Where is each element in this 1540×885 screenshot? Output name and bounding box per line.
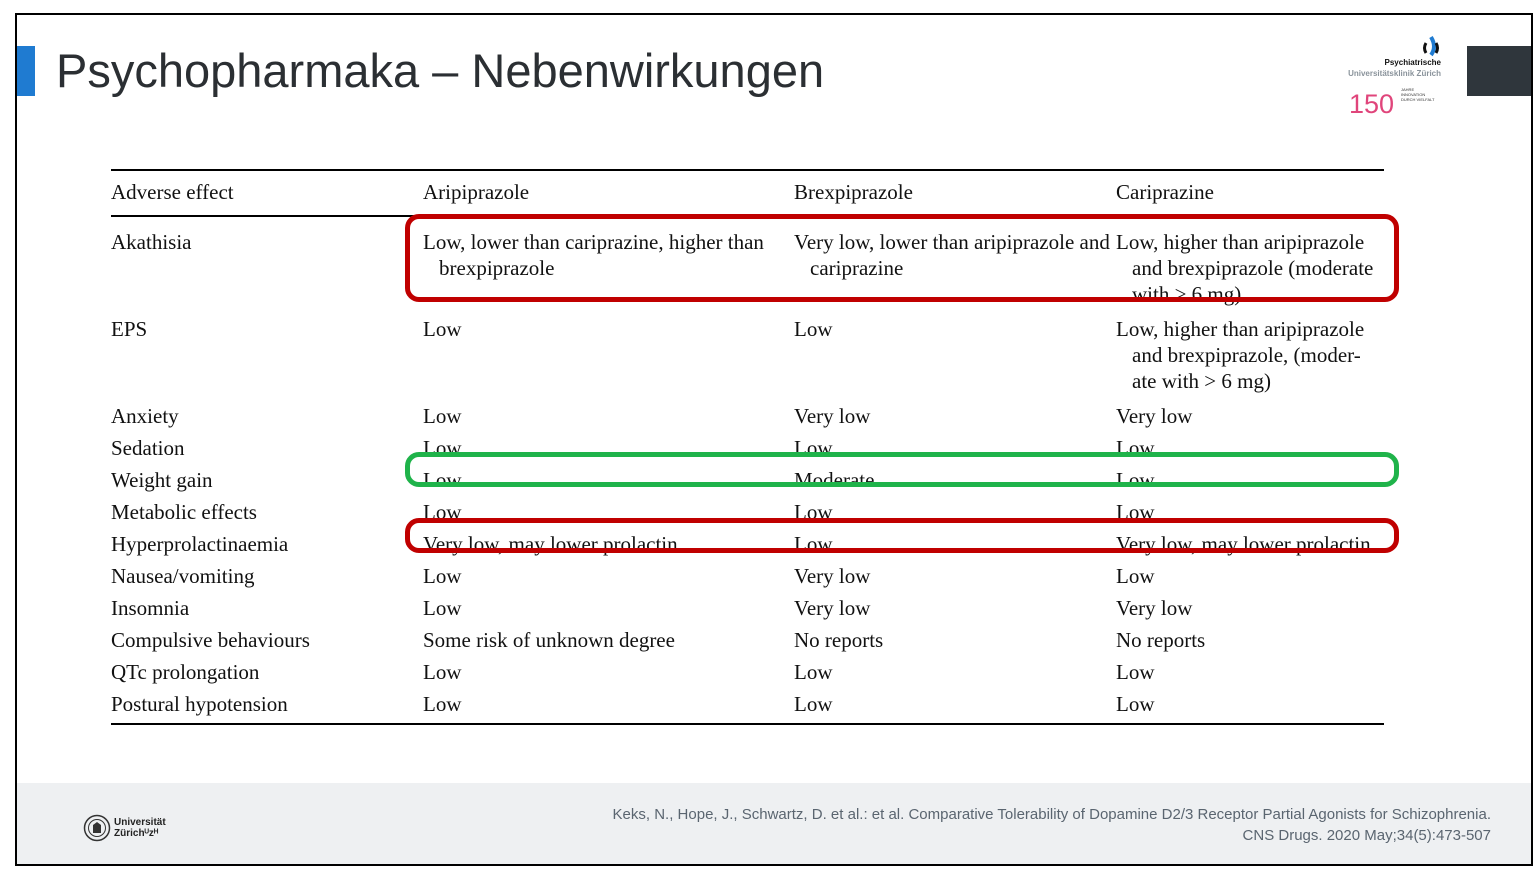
cell-aripiprazole: Low: [423, 436, 462, 460]
anniversary-text-3: DURCH VIELFALT: [1401, 97, 1435, 102]
header-cariprazine: Cariprazine: [1116, 180, 1214, 204]
cell-brexpiprazole: Low: [794, 660, 833, 684]
cell-brexpiprazole: Moderate: [794, 468, 875, 492]
cell-aripiprazole: Low: [423, 404, 462, 428]
row-label: EPS: [111, 317, 148, 341]
cell-brexpiprazole: Low: [794, 317, 833, 341]
highlight-akathisia: [405, 214, 1399, 302]
table-row-postural-hypotension: [111, 688, 1384, 724]
header-aripiprazole: Aripiprazole: [423, 180, 530, 204]
table-header-row: [111, 170, 1384, 216]
table-row-qtc-prolongation: [111, 656, 1384, 688]
cell-cariprazine: No reports: [1116, 628, 1206, 652]
cell-cariprazine: Low: [1116, 468, 1155, 492]
cell-cariprazine: Low: [1116, 500, 1155, 524]
table-row-nausea-vomiting: [111, 560, 1384, 592]
anniversary-text-2: INNOVATION: [1401, 92, 1426, 97]
puk-emblem-icon: [1425, 37, 1438, 55]
puk-name-line2: Universitätsklinik Zürich: [1348, 69, 1441, 78]
table-row-eps: [111, 310, 1384, 397]
citation-line2: CNS Drugs. 2020 May;34(5):473-507: [1242, 827, 1491, 844]
cell-cariprazine: Very low: [1116, 596, 1193, 620]
table-row-compulsive-behaviours: [111, 624, 1384, 656]
cell-cariprazine: Low: [1116, 436, 1155, 460]
title-accent-bar: [15, 46, 35, 96]
cell-brexpiprazole: Very low: [794, 404, 871, 428]
cell-brexpiprazole: Low: [794, 532, 833, 556]
university-seal-icon: [83, 814, 111, 842]
cell-brexpiprazole: Low: [794, 436, 833, 460]
cell-aripiprazole: Some risk of unknown degree: [423, 628, 675, 652]
cell-cariprazine: Low: [1116, 660, 1155, 684]
highlight-weight-gain: [405, 452, 1399, 487]
cell-cariprazine: Low, higher than aripiprazole and brexpiprazole, (moder-ate with > 6 mg): [1116, 317, 1365, 393]
cell-cariprazine: Very low, may lower prolactin: [1116, 532, 1371, 556]
university-name-line1: Universität: [114, 817, 166, 828]
cell-brexpiprazole: Very low: [794, 596, 871, 620]
row-label: Hyperprolactinaemia: [111, 532, 289, 556]
cell-cariprazine: Low, higher than aripiprazole and brexpiprazole (moderate with > 6 mg): [1116, 230, 1374, 306]
cell-brexpiprazole: No reports: [794, 628, 884, 652]
cell-aripiprazole: Low: [423, 468, 462, 492]
row-label: Compulsive behaviours: [111, 628, 310, 652]
cell-cariprazine: Low: [1116, 692, 1155, 716]
cell-aripiprazole: Low: [423, 692, 462, 716]
cell-aripiprazole: Low, lower than cariprazine, higher than brexpiprazole: [423, 230, 764, 280]
table-row-insomnia: [111, 592, 1384, 624]
cell-cariprazine: Very low: [1116, 404, 1193, 428]
cell-aripiprazole: Very low, may lower prolactin: [423, 532, 678, 556]
header-adverse-effect: Adverse effect: [111, 180, 234, 204]
row-label: QTc prolongation: [111, 660, 260, 684]
row-label: Sedation: [111, 436, 185, 460]
row-label: Nausea/vomiting: [111, 564, 255, 588]
cell-aripiprazole: Low: [423, 317, 462, 341]
citation-line1: Keks, N., Hope, J., Schwartz, D. et al.: et al. Comparative Tolerability of Dopamine D2/3 Receptor Partial Agonists for Schizophrenia.: [612, 806, 1491, 823]
citation: [613, 804, 1491, 846]
row-label: Postural hypotension: [111, 692, 288, 716]
cell-brexpiprazole: Low: [794, 692, 833, 716]
row-label: Metabolic effects: [111, 500, 257, 524]
university-logo: [83, 814, 166, 842]
cell-brexpiprazole: Low: [794, 500, 833, 524]
anniversary-number: 150: [1349, 89, 1395, 117]
header-brexpiprazole: Brexpiprazole: [794, 180, 913, 204]
highlight-hyperprolactinaemia: [405, 518, 1399, 553]
university-name-line2: Zürichᵁᴢᴴ: [114, 828, 159, 839]
slide: [15, 13, 1533, 866]
row-label: Akathisia: [111, 230, 192, 254]
cell-aripiprazole: Low: [423, 596, 462, 620]
row-label: Weight gain: [111, 468, 213, 492]
anniversary-text-1: JAHRE: [1401, 87, 1415, 92]
corner-dark-block: [1467, 46, 1533, 96]
cell-aripiprazole: Low: [423, 564, 462, 588]
cell-brexpiprazole: Very low, lower than aripiprazole and cariprazine: [794, 230, 1110, 280]
cell-cariprazine: Low: [1116, 564, 1155, 588]
row-label: Anxiety: [111, 404, 179, 428]
puk-name-line1: Psychiatrische: [1384, 58, 1441, 67]
cell-aripiprazole: Low: [423, 660, 462, 684]
psychiatry-logo: [1327, 27, 1447, 117]
row-label: Insomnia: [111, 596, 190, 620]
slide-title: Psychopharmaka – Nebenwirkungen: [56, 44, 825, 97]
table-row-anxiety: [111, 397, 1384, 432]
cell-brexpiprazole: Very low: [794, 564, 871, 588]
cell-aripiprazole: Low: [423, 500, 462, 524]
